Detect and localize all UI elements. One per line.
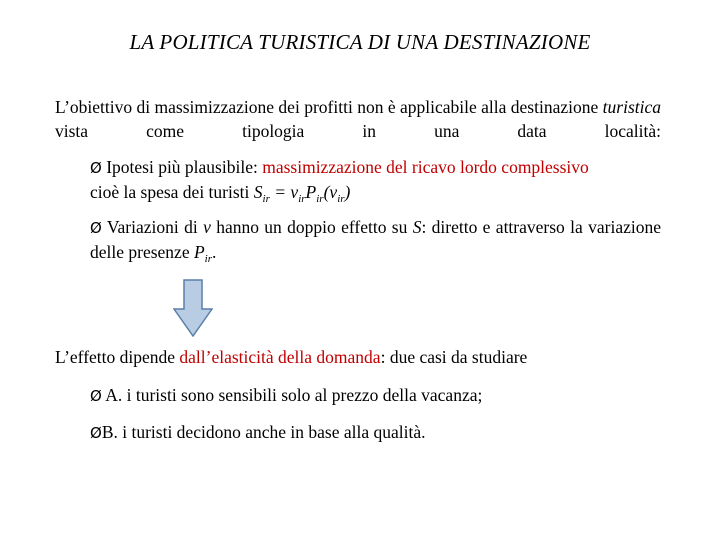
effect-paragraph [55,345,661,369]
intro-text-1: L’obiettivo di massimizzazione dei profitti non è applicabile alla destinazione [55,97,603,117]
bullet2-S: S [412,217,422,237]
formula-close: ) [344,182,351,202]
case-b [90,420,661,445]
bullet1-lead: Ipotesi più plausibile: [101,157,263,177]
bullet-arrowhead-icon: Ø [90,424,102,442]
formula-v: (v [323,182,338,202]
formula-sub-ir-3: ir [316,193,324,205]
bullet-arrowhead-icon: Ø [90,387,102,405]
formula-sub-ir-2: ir [298,193,306,205]
case-a [90,383,661,408]
slide-title: LA POLITICA TURISTICA DI UNA DESTINAZIONE [129,30,591,54]
bullet2-P: P [193,242,205,262]
formula-sub-ir-1: ir [262,193,270,205]
effect-rest: : due casi da studiare [380,347,528,367]
formula-sub-ir-4: ir [337,193,345,205]
intro-paragraph [55,95,661,143]
bullet2-v: v [203,217,211,237]
bullet2-lead: Variazioni di [101,217,204,237]
bullet-arrowhead-icon: Ø [90,219,102,237]
case-a-text: A. i turisti sono sensibili solo al prezzo della vacanza; [101,385,483,405]
intro-italic: turistica [602,97,661,117]
effect-highlight: dall’elasticità della domanda [179,347,381,367]
bullet1-highlight: massimizzazione del ricavo lordo complessivo [262,157,589,177]
bullet2-sub-ir: ir [204,253,213,265]
bullet2-rest: : diretto e attraverso la variazione delle presenze [90,217,661,262]
bullet-arrowhead-icon: Ø [90,159,102,177]
bullet-variations [90,215,661,264]
formula-P: P [305,182,317,202]
down-arrow-shape [174,280,212,336]
case-b-text: B. i turisti decidono anche in base alla qualità. [101,422,426,442]
bullet1-line2: cioè la spesa dei turisti [90,182,254,202]
bullet2-end: . [212,242,217,262]
formula-eq-v: = v [269,182,299,202]
down-arrow-icon [173,279,213,337]
bullet-hypothesis [90,155,661,204]
effect-lead: L’effetto dipende [55,347,180,367]
bullet2-mid: hanno un doppio effetto su [210,217,413,237]
intro-text-2: vista come tipologia in una data località: [55,121,661,141]
formula-S: S [253,182,263,202]
